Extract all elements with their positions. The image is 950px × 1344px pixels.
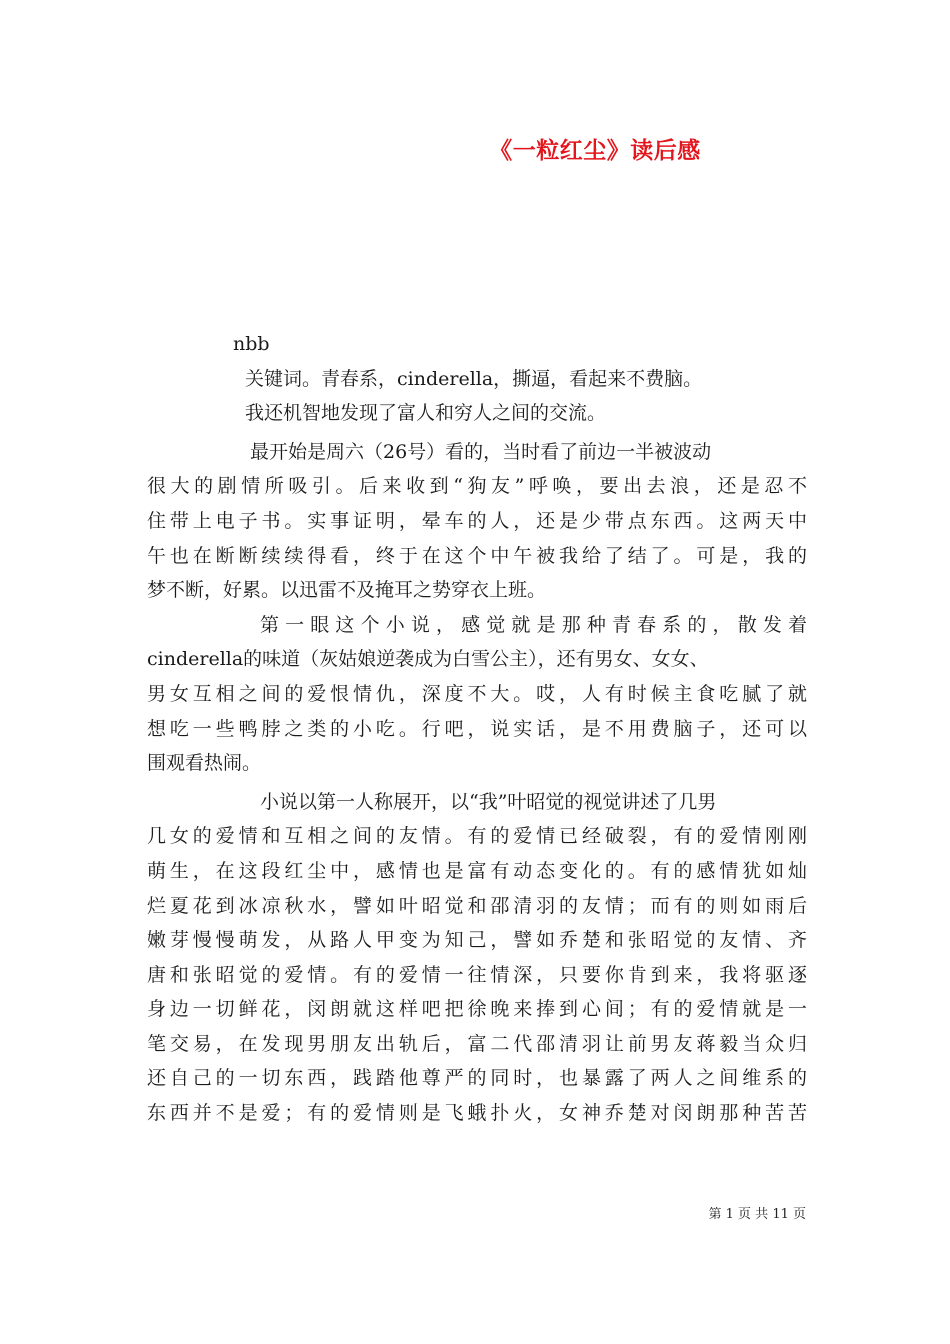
body-line: 东西并不是爱；有的爱情则是飞蛾扑火，女神乔楚对闵朗那种苦苦 (147, 1102, 807, 1125)
body-line: 很大的剧情所吸引。后来收到“狗友”呼唤，要出去浪，还是忍不 (147, 475, 807, 498)
body-line: 唐和张昭觉的爱情。有的爱情一往情深，只要你肯到来，我将驱逐 (147, 963, 807, 986)
body-line: 嫩芽慢慢萌发，从路人甲变为知己，譬如乔楚和张昭觉的友情、齐 (147, 929, 807, 952)
body-line: 住带上电子书。实事证明，晕车的人，还是少带点东西。这两天中 (147, 509, 807, 532)
document-body (147, 327, 807, 1131)
body-line: 我还机智地发现了富人和穷人之间的交流。 (245, 402, 607, 425)
body-line: 想吃一些鸭脖之类的小吃。行吧，说实话，是不用费脑子，还可以 (147, 717, 807, 740)
document-title: 《一粒红尘》读后感 (489, 138, 701, 164)
body-line: 梦不断，好累。以迅雷不及掩耳之势穿衣上班。 (147, 579, 547, 602)
body-line: 关键词。青春系，cinderella，撕逼，看起来不费脑。 (245, 367, 703, 390)
body-line: cinderella的味道（灰姑娘逆袭成为白雪公主），还有男女、女女、 (147, 648, 709, 671)
body-line: 几女的爱情和互相之间的友情。有的爱情已经破裂，有的爱情刚刚 (147, 825, 807, 848)
body-line: 萌生，在这段红尘中，感情也是富有动态变化的。有的感情犹如灿 (147, 859, 807, 882)
body-line: 烂夏花到冰凉秋水，譬如叶昭觉和邵清羽的友情；而有的则如雨后 (147, 894, 807, 917)
body-line: 午也在断断续续得看，终于在这个中午被我给了结了。可是，我的 (147, 544, 807, 567)
body-line: 男女互相之间的爱恨情仇，深度不大。哎，人有时候主食吃腻了就 (147, 682, 807, 705)
body-line: 第一眼这个小说，感觉就是那种青春系的，散发着 (260, 613, 807, 636)
body-line: 还自己的一切东西，践踏他尊严的同时，也暴露了两人之间维系的 (147, 1067, 807, 1090)
body-line: 身边一切鲜花，闵朗就这样吧把徐晚来捧到心间；有的爱情就是一 (147, 998, 807, 1021)
body-line: nbb (233, 333, 270, 355)
body-line: 小说以第一人称展开，以“我”叶昭觉的视觉讲述了几男 (260, 790, 717, 813)
page-number: 第 1 页 共 11 页 (708, 1207, 806, 1222)
body-line: 围观看热闹。 (147, 752, 262, 775)
body-line: 笔交易，在发现男朋友出轨后，富二代邵清羽让前男友蒋毅当众归 (147, 1032, 807, 1055)
body-line: 最开始是周六（26号）看的，当时看了前边一半被波动 (250, 440, 712, 463)
